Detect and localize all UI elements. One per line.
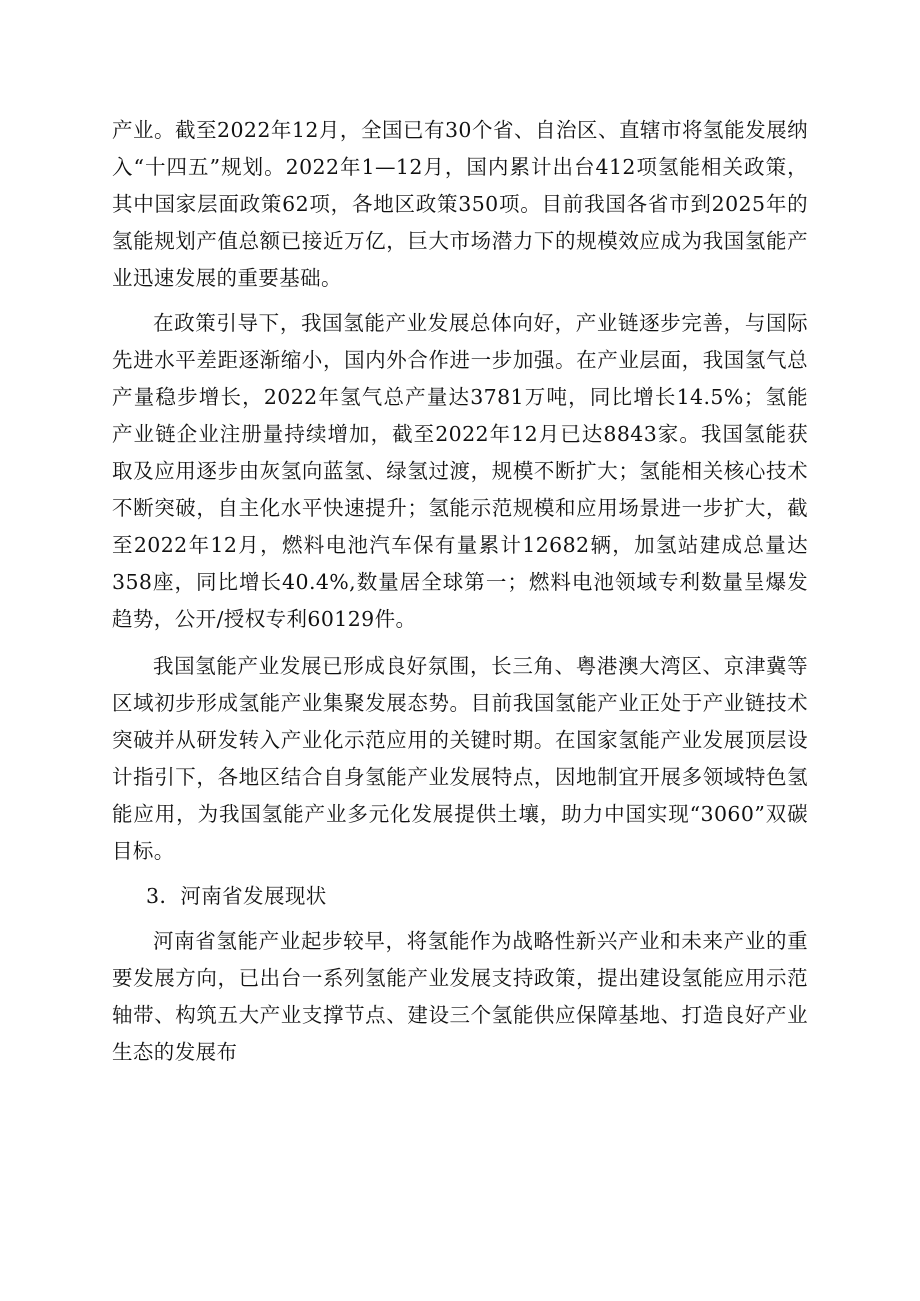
- section-heading: 3．河南省发展现状: [146, 884, 327, 908]
- paragraph-henan: 河南省氢能产业起步较早，将氢能作为战略性新兴产业和未来产业的重要发展方向，已出台一系列氢能产业发展支持政策，提出建设氢能应用示范轴带、构筑五大产业支撑节点、建设三个氢能供应保障基地、打造良好产业生态的发展布: [112, 929, 808, 1064]
- document-body: [112, 112, 808, 1071]
- paragraph-regional-clusters: 我国氢能产业发展已形成良好氛围，长三角、粤港澳大湾区、京津冀等区域初步形成氢能产业集聚发展态势。目前我国氢能产业正处于产业链技术突破并从研发转入产业化示范应用的关键时期。在国家氢能产业发展顶层设计指引下，各地区结合自身氢能产业发展特点，因地制宜开展多领域特色氢能应用，为我国氢能产业多元化发展提供土壤，助力中国实现“3060”双碳目标。: [112, 654, 808, 863]
- paragraph-industry-progress: 在政策引导下，我国氢能产业发展总体向好，产业链逐步完善，与国际先进水平差距逐渐缩小，国内外合作进一步加强。在产业层面，我国氢气总产量稳步增长，2022年氢气总产量达3781万吨，同比增长14.5%；氢能产业链企业注册量持续增加，截至2022年12月已达8843家。我国氢能获取及应用逐步由灰氢向蓝氢、绿氢过渡，规模不断扩大；氢能相关核心技术不断突破，自主化水平快速提升；氢能示范规模和应用场景进一步扩大，截至2022年12月，燃料电池汽车保有量累计12682辆，加氢站建成总量达358座，同比增长40.4%,数量居全球第一；燃料电池领域专利数量呈爆发趋势，公开/授权专利60129件。: [112, 311, 808, 631]
- paragraph-policy-count: 产业。截至2022年12月，全国已有30个省、自治区、直辖市将氢能发展纳入“十四五”规划。2022年1—12月，国内累计出台412项氢能相关政策，其中国家层面政策62项，各地区政策350项。目前我国各省市到2025年的氢能规划产值总额已接近万亿，巨大市场潜力下的规模效应成为我国氢能产业迅速发展的重要基础。: [112, 118, 808, 290]
